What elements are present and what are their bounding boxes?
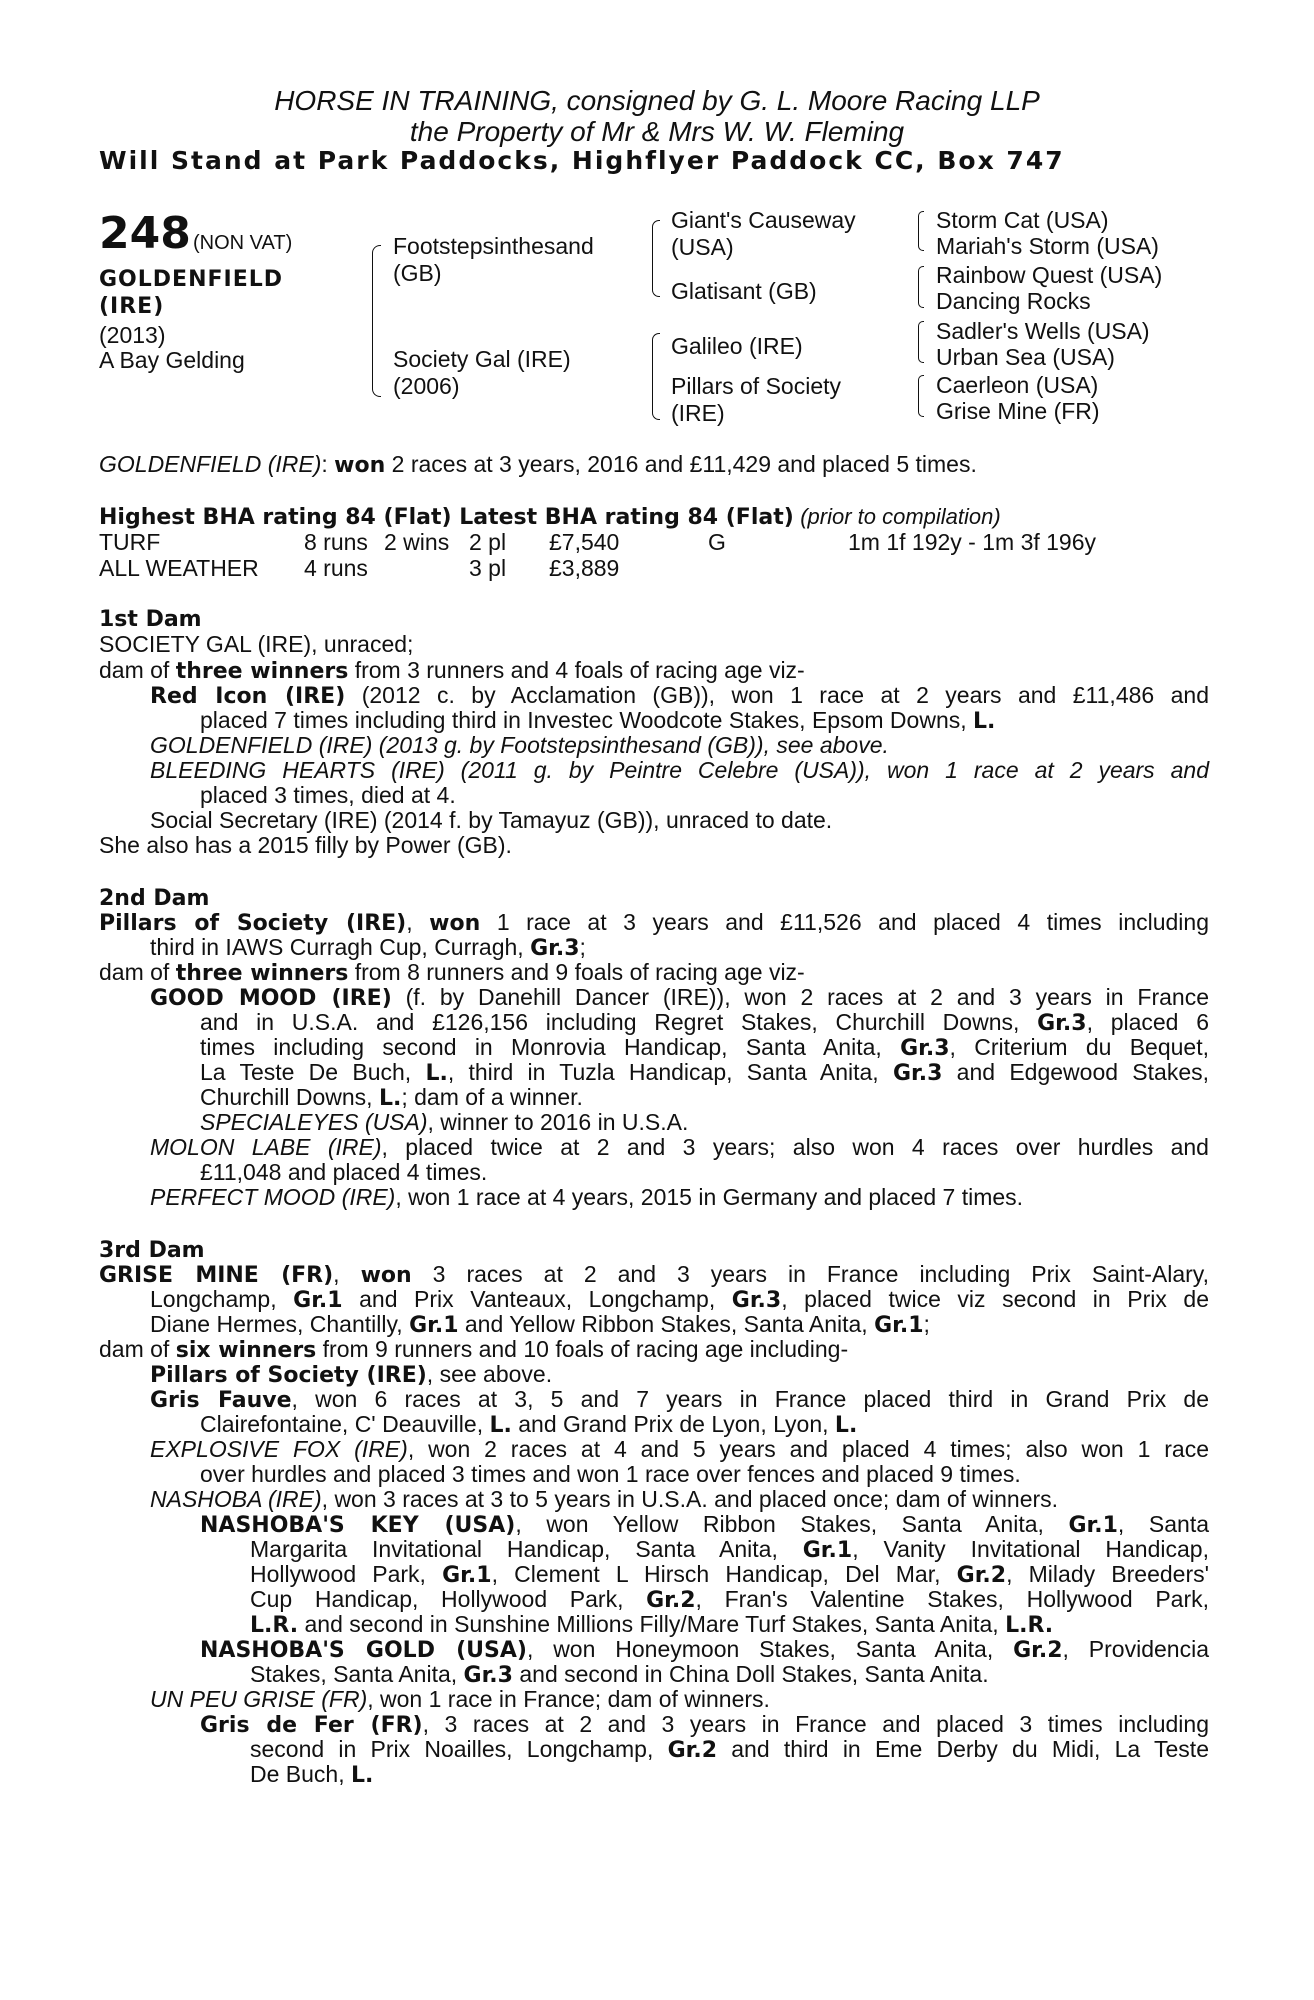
text-run: and second in China Doll Stakes, Santa Anita. [512,1661,989,1687]
section-heading [99,885,1209,911]
dam3-line [150,1437,1209,1462]
dam3-line [150,1287,1209,1313]
sire-dam-brace [372,245,381,397]
text-run: Stakes, Santa Anita, [250,1661,464,1687]
text-run: three winners [175,659,349,684]
text-run: , placed 6 [1086,1009,1209,1035]
gen3-ancestor: Sadler's Wells (USA) [936,318,1150,344]
text-run: and Prix Vanteaux, Longchamp, [342,1286,732,1312]
text-run: NASHOBA (IRE) [150,1486,322,1512]
text-run: and Yellow Ribbon Stakes, Santa Anita, [458,1311,875,1337]
text-run: Clairefontaine, C' Deauville, [200,1411,490,1437]
text-run: second in Prix Noailles, Longchamp, [250,1736,668,1762]
text-run: (f. by Danehill Dancer (IRE)), won 2 races at 2 and 3 years in France [391,984,1209,1010]
text-run: L. [973,709,996,734]
text-run: (2012 c. by Acclamation (GB)), won 1 race at 2 years and £11,486 and [345,682,1209,708]
property-line: the Property of Mr & Mrs W. W. Fleming [409,116,905,147]
text-run: EXPLOSIVE FOX (IRE) [150,1436,408,1462]
location-line: Will Stand at Park Paddocks, Highflyer Paddock CC, Box 747 [99,146,1065,175]
text-run: , won 1 race at 4 years, 2015 in Germany and placed 7 times. [395,1184,1024,1210]
consignor-line: HORSE IN TRAINING, consigned by G. L. Moore Racing LLP [274,85,1040,116]
gen3-ancestor: Rainbow Quest (USA) [936,262,1163,288]
dam3-line [250,1587,1209,1613]
dam3-line [250,1762,1209,1788]
sire-sire-name: Giant's Causeway (USA) [671,207,856,260]
text-run: , won Honeymoon Stakes, Santa Anita, [526,1636,1014,1662]
text-run: dam of [99,959,176,985]
gen3-brace-4 [918,375,924,417]
text-run: won [429,911,481,936]
text-run: L. [489,1413,512,1438]
dam2-line [200,1110,1209,1135]
text-run: L. [378,1086,402,1111]
text-run: NASHOBA'S KEY (USA) [200,1513,516,1538]
text-run: times including second in Monrovia Handicap, Santa Anita, [200,1034,901,1060]
text-run: La Teste De Buch, [200,1059,426,1085]
dam-line-brace [652,333,660,420]
text-run: NASHOBA'S GOLD (USA) [200,1638,527,1663]
text-run: dam of [99,657,176,683]
dam2-line [150,1135,1209,1160]
gen3-ancestor: Mariah's Storm (USA) [936,233,1159,259]
dam2-line [150,1185,1209,1210]
text-run: 3rd Dam [99,1238,205,1263]
dam1-line: Social Secretary (IRE) (2014 f. by Tamayuz (GB)), unraced to date. [150,807,833,833]
dam-dam-name: Pillars of Society (IRE) [671,373,842,426]
dam2-line [200,1035,1209,1061]
dam1-line [200,708,1209,734]
dam3-line [250,1537,1209,1563]
text-run: ; dam of a winner. [401,1084,583,1110]
gen3-brace-2 [918,266,924,308]
text-run: Gr.2 [1013,1638,1063,1663]
text-run: L.R. [250,1613,299,1638]
text-run: , won 6 races at 3, 5 and 7 years in France placed third in Grand Prix de [291,1386,1209,1412]
gen3-ancestor: Urban Sea (USA) [936,344,1115,370]
text-run: L.R. [1005,1613,1054,1638]
text-run: from 8 runners and 9 foals of racing age viz- [348,959,805,985]
text-run: placed 7 times including third in Investec Woodcote Stakes, Epsom Downs, [200,707,974,733]
dam1-line: placed 3 times, died at 4. [200,782,456,808]
text-run: , placed twice viz second in Prix de [781,1286,1209,1312]
text-run: third in IAWS Curragh Cup, Curragh, [150,934,531,960]
text-run: , winner to 2016 in U.S.A. [427,1109,689,1135]
text-run: Gr.1 [442,1563,492,1588]
dam2-line [99,910,1209,936]
text-run: , [333,1261,361,1287]
text-run: 2nd Dam [99,886,210,911]
text-run: and in U.S.A. and £126,156 including Regret Stakes, Churchill Downs, [200,1009,1038,1035]
text-run: Hollywood Park, [250,1561,443,1587]
foaling-year: (2013) [99,322,166,348]
text-run: won [360,1263,412,1288]
text-run: , Criterium du Bequet, [949,1034,1209,1060]
dam2-line: £11,048 and placed 4 times. [200,1159,488,1185]
text-run: GOLDENFIELD (IRE) [99,451,322,477]
dam3-line [99,1262,1209,1288]
text-run: Gr.2 [646,1588,696,1613]
dam3-line [150,1362,1209,1388]
text-run: GRISE MINE (FR) [99,1263,334,1288]
text-run: , won 2 races at 4 and 5 years and placed 4 times; also won 1 race [407,1436,1209,1462]
text-run: from 9 runners and 10 foals of racing age including- [316,1336,849,1362]
dam2-line [99,960,1209,986]
horse-name: GOLDENFIELD (IRE) [99,267,284,319]
dam-sire-name: Galileo (IRE) [671,333,803,359]
dam2-line [200,1060,1209,1086]
text-run: Gr.3 [530,936,580,961]
race-summary: GOLDENFIELD (IRE): won 2 races at 3 years, 2016 and £11,429 and placed 5 times. [99,451,977,478]
text-run: , 3 races at 2 and 3 years in France and placed 3 times including [422,1711,1209,1737]
text-run: 1st Dam [99,607,202,632]
text-run: Gr.2 [667,1738,718,1763]
dam1-line [150,683,1209,709]
dam3-line [250,1612,1209,1638]
text-run: De Buch, [250,1761,351,1787]
text-run: , Milady Breeders' [1006,1561,1209,1587]
section-heading [99,1237,1209,1263]
text-run: Gr.1 [1068,1513,1118,1538]
dam3-line [200,1512,1209,1538]
text-run: six winners [175,1338,317,1363]
gen3-brace-1 [918,211,924,251]
text-run: Diane Hermes, Chantilly, [150,1311,410,1337]
text-run: Gr.2 [956,1563,1007,1588]
dam1-line: She also has a 2015 filly by Power (GB). [99,832,512,858]
vat-status: (NON VAT) [193,232,293,254]
text-run: L. [834,1413,858,1438]
text-run: Gr.1 [409,1313,459,1338]
dam1-line: GOLDENFIELD (IRE) (2013 g. by Footstepsinthesand (GB)), see above. [150,732,889,758]
dam2-line [150,935,1209,961]
text-run: Gr.1 [802,1538,853,1563]
dam3-line [99,1337,1209,1363]
dam3-line [150,1312,1209,1338]
dam3-line [200,1637,1209,1663]
text-run: SPECIALEYES (USA) [200,1109,428,1135]
text-run: GOOD MOOD (IRE) [150,986,392,1011]
dam-name: Society Gal (IRE) (2006) [393,346,571,399]
text-run: Gr.3 [731,1288,782,1313]
text-run: 2 races at 3 years, 2016 and £11,429 and placed 5 times. [385,451,977,477]
text-run: , Fran's Valentine Stakes, Hollywood Park, [695,1586,1210,1612]
section-heading [99,606,1209,632]
dam2-line [200,1085,1209,1111]
text-run: and Edgewood Stakes, [942,1059,1209,1085]
text-run: Gris Fauve [150,1388,292,1413]
text-run: ; [579,934,586,960]
text-run: Gris de Fer (FR) [200,1713,423,1738]
gen3-ancestor: Caerleon (USA) [936,372,1099,398]
text-run: Gr.3 [892,1061,943,1086]
text-run: Gr.3 [463,1663,513,1688]
gen3-ancestor: Storm Cat (USA) [936,207,1109,233]
text-run: , Clement L Hirsch Handicap, Del Mar, [491,1561,957,1587]
dam2-line [200,1010,1209,1036]
dam1-line: SOCIETY GAL (IRE), unraced; [99,631,414,657]
text-run: Highest BHA rating 84 (Flat) Latest BHA rating 84 (Flat) [99,505,794,530]
text-run: Red Icon (IRE) [150,684,346,709]
text-run: three winners [175,961,349,986]
dam3-line [200,1712,1209,1738]
text-run: , Santa [1117,1511,1210,1537]
dam2-line [150,985,1209,1011]
text-run: Gr.1 [874,1313,924,1338]
text-run: won [334,453,386,478]
text-run: from 3 runners and 4 foals of racing age viz- [348,657,805,683]
dam3-line [200,1412,1209,1438]
text-run: Cup Handicap, Hollywood Park, [250,1586,647,1612]
text-run: , third in Tuzla Handicap, Santa Anita, [447,1059,893,1085]
dam3-line: over hurdles and placed 3 times and won 1 race over fences and placed 9 times. [200,1461,1021,1487]
text-run: Longchamp, [150,1286,294,1312]
text-run: Pillars of Society (IRE) [150,1363,427,1388]
sire-line-brace [652,220,660,297]
text-run: , won 3 races at 3 to 5 years in U.S.A. and placed once; dam of winners. [321,1486,1059,1512]
dam3-line [150,1387,1209,1413]
text-run: Gr.3 [1037,1011,1087,1036]
text-run: L. [425,1061,448,1086]
text-run: and third in Eme Derby du Midi, La Teste [717,1736,1209,1762]
text-run: and second in Sunshine Millions Filly/Mare Turf Stakes, Santa Anita, [298,1611,1006,1637]
bha-ratings [99,504,1209,530]
gen3-brace-3 [918,321,924,363]
text-run: , won Yellow Ribbon Stakes, Santa Anita, [515,1511,1069,1537]
text-run: , see above. [426,1361,553,1387]
text-run: Pillars of Society (IRE) [99,911,407,936]
text-run: Gr.1 [293,1288,343,1313]
dam3-line [150,1687,1209,1712]
text-run: Gr.3 [900,1036,950,1061]
text-run: dam of [99,1336,176,1362]
lot-number: 248 [99,208,191,259]
sire-name: Footstepsinthesand (GB) [393,233,594,286]
text-run: and Grand Prix de Lyon, Lyon, [511,1411,835,1437]
text-run: 1 race at 3 years and £11,526 and placed 4 times including [480,909,1209,935]
sire-dam-name: Glatisant (GB) [671,278,817,304]
text-run: Churchill Downs, [200,1084,379,1110]
text-run: , Providencia [1062,1636,1209,1662]
text-run: 3 races at 2 and 3 years in France including Prix Saint-Alary, [411,1261,1209,1287]
text-run: Margarita Invitational Handicap, Santa Anita, [250,1536,803,1562]
text-run: ; [923,1311,930,1337]
gen3-ancestor: Dancing Rocks [936,288,1091,314]
horse-description: A Bay Gelding [99,347,245,373]
text-run: (prior to compilation) [800,504,1001,529]
dam1-line [99,658,1209,684]
dam3-line [250,1737,1209,1763]
text-run: , placed twice at 2 and 3 years; also won 4 races over hurdles and [381,1134,1209,1160]
text-run: L. [351,1763,374,1788]
text-run: , won 1 race in France; dam of winners. [367,1686,770,1712]
text-run: PERFECT MOOD (IRE) [150,1184,396,1210]
catalogue-page: HORSE IN TRAINING, consigned by G. L. Moore Racing LLP the Property of Mr & Mrs W. W. Fleming Will Stand at Park Paddocks, Highflyer Paddock CC, Box 747 248 (NON VAT) GOLDENFIELD (IRE) (2013) A Bay Gelding Footstepsinthesand (GB) Society Gal (IRE) (2006) Giant's Causeway (USA) Glatisant (GB) Galileo (IRE) Pillars of Society (IRE) Storm Cat (USA) Mariah's Storm (USA) Rainbow Quest (USA) Dancing Rocks Sadler's Wells (USA) Urban Sea (USA) Caerleon (USA) Grise Mine (FR) GOLDENFIELD (IRE): won 2 races at 3 years, 2016 and £11,429 and placed 5 times. Highest BHA rating 84 (Flat) Latest BHA rating 84 (Flat) (prior to compilation) TURF 8 runs 2 wins 2 pl £7,540 G 1m 1f 192y - 1m 3f 196y ALL WEATHER 4 runs 3 pl £3,889 1st Dam SOCIETY GAL (IRE), unraced; dam of three winners from 3 runners and 4 foals of racing age viz- Red Icon (IRE) (2012 c. by Acclamation (GB)), won 1 race at 2 years and £11,486 and placed 7 times including third in Investec Woodcote Stakes, Epsom Downs, L. GOLDENFIELD (IRE) (2013 g. by Footstepsinthesand (GB)), see above. BLEEDING HEARTS (IRE) (2011 g. by Peintre Celebre (USA)), won 1 race at 2 years and placed 3 times, died at 4. Social Secretary (IRE) (2014 f. by Tamayuz (GB)), unraced to date. She also has a 2015 filly by Power (GB). 2nd Dam Pillars of Society (IRE), won 1 race at 3 years and £11,526 and placed 4 times including third in IAWS Curragh Cup, Curragh, Gr.3; dam of three winners from 8 runners and 9 foals of racing age viz- GOOD MOOD (IRE) (f. by Danehill Dancer (IRE)), won 2 races at 2 and 3 years in France and in U.S.A. and £126,156 including Regret Stakes, Churchill Downs, Gr.3, placed 6 times including second in Monrovia Handicap, Santa Anita, Gr.3, Criterium du Bequet, La Teste De Buch, L., third in Tuzla Handicap, Santa Anita, Gr.3 and Edgewood Stakes, Churchill Downs, L.; dam of a winner. SPECIALEYES (USA), winner to 2016 in U.S.A. MOLON LABE (IRE), placed twice at 2 and 3 years; also won 4 races over hurdles and £11,048 and placed 4 times. PERFECT MOOD (IRE), won 1 race at 4 years, 2015 in Germany and placed 7 times. 3rd Dam GRISE MINE (FR), won 3 races at 2 and 3 years in France including Prix Saint-Alary, Longchamp, Gr.1 and Prix Vanteaux, Longchamp, Gr.3, placed twice viz second in Prix de Diane Hermes, Chantilly, Gr.1 and Yellow Ribbon Stakes, Santa Anita, Gr.1; dam of six winners from 9 runners and 10 foals of racing age including- Pillars of Society (IRE), see above. Gris Fauve, won 6 races at 3, 5 and 7 years in France placed third in Grand Prix de Clairefontaine, C' Deauville, L. and Grand Prix de Lyon, Lyon, L. EXPLOSIVE FOX (IRE), won 2 races at 4 and 5 years and placed 4 times; also won 1 race over hurdles and placed 3 times and won 1 race over fences and placed 9 times. NASHOBA (IRE), won 3 races at 3 to 5 years in U.S.A. and placed once; dam of winners. NASHOBA'S KEY (USA), won Yellow Ribbon Stakes, Santa Anita, Gr.1, Santa Margarita Invitational Handicap, Santa Anita, Gr.1, Vanity Invitational Handicap, Hollywood Park, Gr.1, Clement L Hirsch Handicap, Del Mar, Gr.2, Milady Breeders' Cup Handicap, Hollywood Park, Gr.2, Fran's Valentine Stakes, Hollywood Park, L.R. and second in Sunshine Millions Filly/Mare Turf Stakes, Santa Anita, L.R. NASHOBA'S GOLD (USA), won Honeymoon Stakes, Santa Anita, Gr.2, Providencia Stakes, Santa Anita, Gr.3 and second in China Doll Stakes, Santa Anita. UN PEU GRISE (FR), won 1 race in France; dam of winners. Gris de Fer (FR), 3 races at 2 and 3 years in France and placed 3 times including second in Prix Noailles, Longchamp, Gr.2 and third in Eme Derby du Midi, La Teste De Buch, L. [0,0,1314,2000]
dam3-line [150,1487,1209,1512]
dam3-line [250,1562,1209,1588]
dam3-line [250,1662,1209,1688]
dam1-line: BLEEDING HEARTS (IRE) (2011 g. by Peintre Celebre (USA)), won 1 race at 2 years and [150,757,1209,783]
gen3-ancestor: Grise Mine (FR) [936,398,1100,424]
text-run: MOLON LABE (IRE) [150,1134,382,1160]
text-run: , [406,909,430,935]
text-run: UN PEU GRISE (FR) [150,1686,368,1712]
text-run: , Vanity Invitational Handicap, [852,1536,1209,1562]
